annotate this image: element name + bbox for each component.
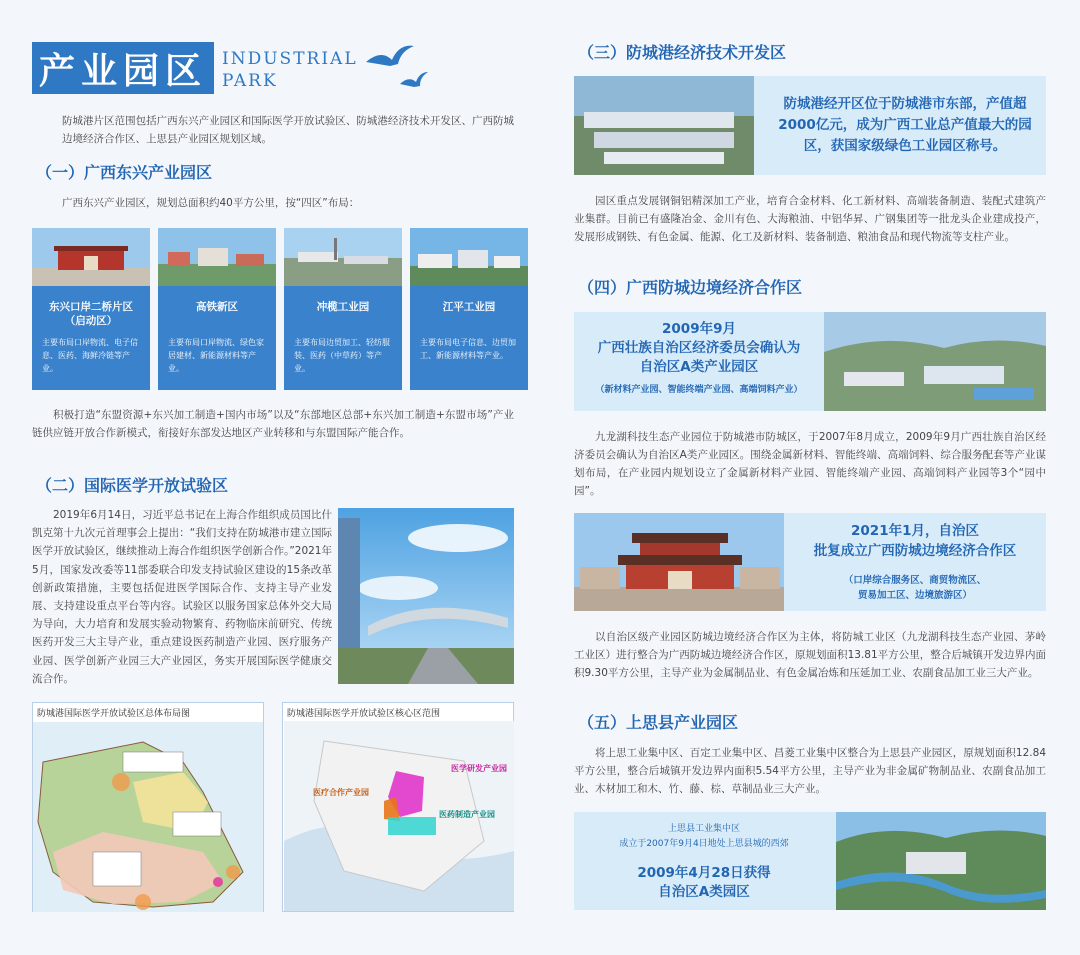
section-3-banner (574, 76, 1046, 175)
zone-photo-2 (158, 228, 276, 286)
dev-zone-photo (574, 76, 754, 175)
section-4-body-2: 以自治区级产业园区防城边境经济合作区为主体，将防城工业区（九龙湖科技生态产业园、茅岭工业区）进行整合为广西防城边境经济合作区，原规划面积13.81平方公里，整合后城镇开发边界内面积9.30平方公里，主导产业为金属制品业、有色金属冶炼和压延加工业、农副食品加工业三大产业。 (574, 631, 1046, 679)
section-5-body: 将上思工业集中区、百定工业集中区、昌菱工业集中区整合为上思县产业园区，原规划面积12.84平方公里，整合后城镇开发边界内面积5.54平方公里，主导产业为非金属矿物制品业、农副食品加工业、木材加工和木、竹、藤、棕、草制品业三大产业。 (574, 747, 1046, 795)
overall-layout-map (32, 702, 264, 912)
section-1-heading: （一）广西东兴产业园区 (36, 163, 213, 182)
banner-5-line-1: 上思县工业集中区 (667, 824, 740, 834)
section-5-banner-lower (574, 864, 834, 902)
section-2-heading: （二）国际医学开放试验区 (36, 476, 229, 495)
section-4-banner-2-text (784, 521, 1046, 561)
banner-1-line-2: 广西壮族自治区经济委员会确认为 (597, 340, 801, 356)
zone-card-3-text: 主要布局边贸加工、轻纺服装、医药（中草药）等产业。 (294, 338, 390, 373)
section-4-body-1: 九龙湖科技生态产业园位于防城港市防城区，于2007年8月成立，2009年9月广西壮族自治区经济委员会确认为自治区A类产业园区。围绕金属新材料、智能终端、高端饲料、综合服务配套等产业谋划布局，在产业园内规划设立了金属新材料产业园、智能终端产业园、高端饲料产业园等3个“园中园”。 (574, 431, 1046, 497)
banner-2-line-1: 2021年1月，自治区 (851, 523, 979, 539)
zone-card-4-text: 主要布局电子信息、边贸加工、新能源材料等产业。 (420, 338, 516, 360)
section-1-lead: 广西东兴产业园区，规划总面积约40平方公里，按“四区”布局： (62, 197, 360, 209)
map-2-title: 防城港国际医学开放试验区核心区范围 (287, 709, 441, 719)
zone-card-1-subtitle: （启动区） (64, 315, 118, 327)
border-zone-photo (574, 513, 784, 611)
zone-photo-1 (32, 228, 150, 286)
section-4-banner-1-sub: （新材料产业园、智能终端产业园、高端饲料产业） (595, 385, 803, 395)
banner-2-sub-line-2: 贸易加工区、边境旅游区） (857, 590, 972, 601)
zone-card-1-text: 主要布局口岸物流、电子信息、医药、海鲜冷链等产业。 (42, 338, 138, 373)
banner-1-line-3: 自治区A类产业园区 (639, 359, 759, 375)
section-4-heading: （四）广西防城边境经济合作区 (578, 278, 803, 297)
zone-card-3 (284, 228, 402, 390)
zone-photo-3 (284, 228, 402, 286)
banner-1-line-1: 2009年9月 (662, 321, 736, 337)
zone-card-3-title: 冲榄工业园 (316, 301, 370, 313)
zone-card-4 (410, 228, 528, 390)
page-title: 产业园区 (32, 42, 214, 94)
section-3-body: 园区重点发展钢铜铝精深加工产业，培育合金材料、化工新材料、高端装备制造、装配式建筑产业集群。目前已有盛隆冶金、金川有色、大海粮油、中铝华昇、广钢集团等一批龙头企业建成投产，发展形成钢铁、有色金属、能源、化工及新材料、装备制造、粮油食品和现代物流等支柱产业。 (574, 195, 1046, 243)
map-1-title: 防城港国际医学开放试验区总体布局图 (37, 709, 191, 719)
map-2-label-research: 医学研发产业园 (451, 764, 507, 773)
section-2-body: 2019年6月14日，习近平总书记在上海合作组织成员国比什凯克第十九次元首理事会上提出：“我们支持在防城港市建立国际医学开放试验区，继续推动上海合作组织医学创新合作。”2021年5月，国家发改委等11部委联合印发支持试验区建设的15条改革创新政策措施，主要包括促进医学国际合作、支持主导产业发展、支持建设重点平台等内容。试验区以服务国家总体外交大局为导向，大力培育和发展实验动物繁育、药物临床前研究、传统医药开发三大主导产业，重点建设医药制造产业园、医疗服务产业园、医学创新产业园三大产业园区，务实开展国际医学健康交流合作。 (32, 509, 332, 685)
title-en-line1: INDUSTRIAL (222, 49, 358, 69)
zone-card-1-title (32, 300, 150, 328)
section-3-heading: （三）防城港经济技术开发区 (578, 43, 787, 62)
jiulong-lake-photo (824, 312, 1046, 411)
zone-photo-4 (410, 228, 528, 286)
section-5-banner-upper (574, 822, 834, 852)
section-4-banner-1-text (574, 320, 824, 377)
title-en-line2: PARK (222, 71, 278, 91)
section-5-heading: （五）上思县产业园区 (578, 713, 739, 732)
banner-2-line-2: 批复成立广西防城边境经济合作区 (813, 543, 1017, 559)
section-3-banner-text: 防城港经开区位于防城港市东部，产值超2000亿元，成为广西工业总产值最大的园区，获国家级绿色工业园区称号。 (778, 96, 1032, 154)
crane-birds-icon (360, 40, 430, 92)
zone-card-1-title-main: 东兴口岸二桥片区 (49, 301, 133, 313)
zone-card-2 (158, 228, 276, 390)
banner-5-line-2: 成立于2007年9月4日地处上思县城的西郊 (619, 839, 789, 849)
page-title-english (222, 48, 358, 92)
banner-2-sub-line-1: （口岸综合服务区、商贸物流区、 (843, 575, 987, 586)
section-4-banner-1 (574, 312, 1046, 411)
medical-zone-photo (338, 508, 514, 684)
section-4-banner-2-sub (784, 573, 1046, 603)
section-5-banner (574, 812, 1046, 910)
map-2-label-pharma: 医药制造产业园 (439, 810, 495, 819)
intro-text: 防城港片区范围包括广西东兴产业园区和国际医学开放试验区、防城港经济技术开发区、广西防城边境经济合作区、上思县产业园区规划区域。 (62, 115, 514, 145)
core-zone-map (282, 702, 514, 912)
zone-card-2-title: 高铁新区 (196, 301, 238, 313)
section-1-closing: 积极打造“东盟资源+东兴加工制造+国内市场”以及“东部地区总部+东兴加工制造+东盟市场”产业链供应链开放合作新模式，衔接好东部发达地区产业转移和与东盟国际产能合作。 (32, 409, 514, 439)
map-1-graphic (33, 722, 263, 912)
banner-5-line-4: 自治区A类园区 (658, 884, 750, 900)
map-2-label-medical: 医疗合作产业园 (313, 788, 369, 797)
zone-card-4-title: 江平工业园 (442, 301, 496, 313)
zone-card-2-text: 主要布局口岸物流、绿色家居建材、新能源材料等产业。 (168, 338, 264, 373)
zone-card-1 (32, 228, 150, 390)
shangsi-county-photo (836, 812, 1046, 910)
section-4-banner-2 (574, 513, 1046, 611)
banner-5-line-3: 2009年4月28日获得 (637, 865, 771, 881)
